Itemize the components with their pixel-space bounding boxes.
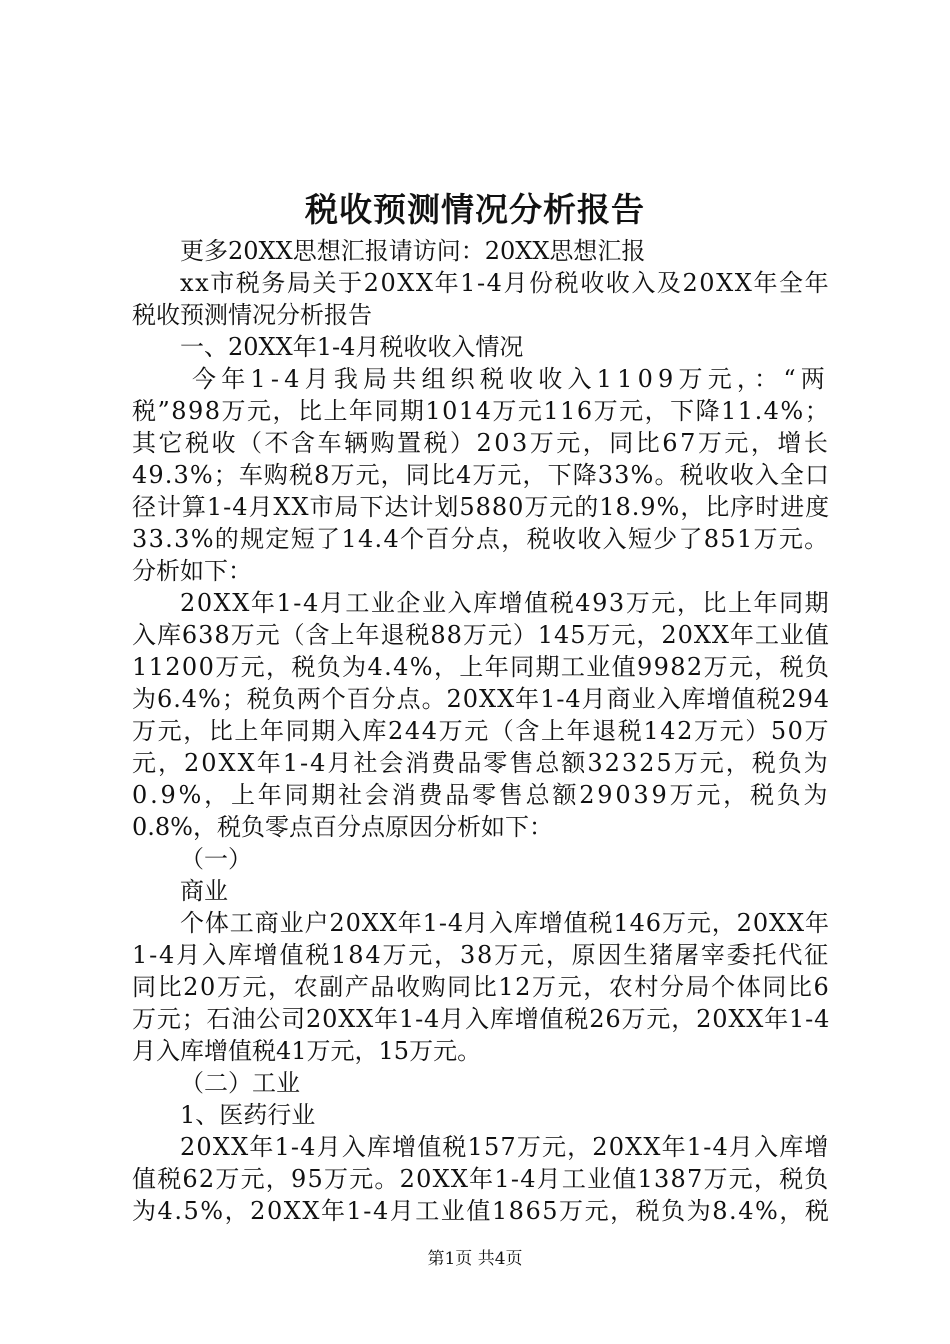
- text-line: 同比20万元，农副产品收购同比12万元，农村分局个体同比6: [132, 973, 831, 1001]
- text-line: 万元；石油公司20XX年1-4月入库增值税26万元，20XX年1-4: [132, 1005, 831, 1033]
- text-line: 分析如下：: [132, 557, 252, 585]
- page-number-footer: 第1页 共4页: [427, 1249, 523, 1269]
- text-line: 更多20XX思想汇报请访问：20XX思想汇报: [180, 237, 646, 265]
- text-line: 值税62万元，95万元。20XX年1-4月工业值1387万元，税负: [132, 1165, 830, 1193]
- text-line: 月入库增值税41万元，15万元。: [132, 1037, 482, 1065]
- text-line: 为6.4%；税负两个百分点。20XX年1-4月商业入库增值税294: [132, 685, 831, 713]
- section-heading: 1、医药行业: [180, 1101, 316, 1129]
- text-line: 入库638万元（含上年退税88万元）145万元，20XX年工业值: [132, 621, 830, 649]
- text-line: 0.8%，税负零点百分点原因分析如下：: [132, 813, 553, 841]
- text-line: 其它税收（不含车辆购置税）203万元，同比67万元，增长: [132, 429, 831, 457]
- section-heading: 商业: [180, 877, 228, 905]
- text-line: 万元，比上年同期入库244万元（含上年退税142万元）50万: [132, 717, 831, 745]
- text-line: 径计算1-4月XX市局下达计划5880万元的18.9%，比序时进度: [132, 493, 831, 521]
- text-line: 33.3%的规定短了14.4个百分点，税收收入短少了851万元。: [132, 525, 830, 553]
- text-line: 税收预测情况分析报告: [132, 301, 372, 329]
- text-line: 11200万元，税负为4.4%，上年同期工业值9982万元，税负: [132, 653, 831, 681]
- text-line: 为4.5%，20XX年1-4月工业值1865万元，税负为8.4%，税: [132, 1197, 831, 1225]
- document-title: 税收预测情况分析报告: [305, 190, 645, 229]
- text-line: 1-4月入库增值税184万元，38万元，原因生猪屠宰委托代征: [132, 941, 830, 969]
- text-line: xx市税务局关于20XX年1-4月份税收收入及20XX年全年: [180, 269, 831, 297]
- text-line: 49.3%；车购税8万元，同比4万元，下降33%。税收收入全口: [132, 461, 831, 489]
- section-heading: （一）: [180, 845, 252, 873]
- section-heading: （二）工业: [180, 1069, 300, 1097]
- text-line: 0.9%，上年同期社会消费品零售总额29039万元，税负为: [132, 781, 831, 809]
- text-line: 个体工商业户20XX年1-4月入库增值税146万元，20XX年: [180, 909, 830, 937]
- text-line: 20XX年1-4月工业企业入库增值税493万元，比上年同期: [180, 589, 831, 617]
- text-line: 元，20XX年1-4月社会消费品零售总额32325万元，税负为: [132, 749, 830, 777]
- text-line: 今年1-4月我局共组织税收收入1109万元，：“两: [192, 365, 830, 393]
- text-line: 一、20XX年1-4月税收收入情况: [180, 333, 524, 361]
- text-line: 税”898万元，比上年同期1014万元116万元，下降11.4%；: [132, 397, 831, 425]
- text-line: 20XX年1-4月入库增值税157万元，20XX年1-4月入库增: [180, 1133, 830, 1161]
